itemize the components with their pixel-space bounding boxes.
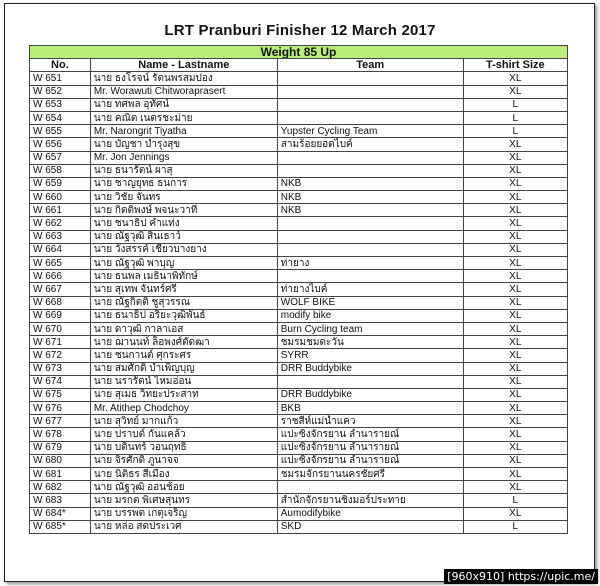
- cell-size: XL: [463, 243, 567, 256]
- table-row: [30, 243, 568, 256]
- cell-no: W 668: [30, 296, 91, 309]
- table-row: [30, 507, 568, 520]
- cell-no: W 660: [30, 191, 91, 204]
- cell-team: [277, 375, 463, 388]
- cell-team: NKB: [277, 177, 463, 190]
- table-row: [30, 283, 568, 296]
- cell-no: W 667: [30, 283, 91, 296]
- cell-name: นาย สุเมธ วิทยะประสาท: [90, 388, 277, 401]
- cell-name: นาย ณัฐวุฒิ ออนช้อย: [90, 481, 277, 494]
- cell-size: XL: [463, 257, 567, 270]
- cell-team: [277, 217, 463, 230]
- table-row: [30, 388, 568, 401]
- cell-name: นาย ชนกานต์ ศุกระศร: [90, 349, 277, 362]
- col-header-size: T-shirt Size: [463, 59, 567, 72]
- cell-no: W 669: [30, 309, 91, 322]
- cell-team: DRR Buddybike: [277, 362, 463, 375]
- cell-no: W 673: [30, 362, 91, 375]
- cell-size: XL: [463, 507, 567, 520]
- cell-name: นาย สมศักดิ์ บำเพ็ญบุญ: [90, 362, 277, 375]
- cell-team: ราชสีห์แม่น้ำแคว: [277, 415, 463, 428]
- cell-name: นาย บรรพต เกตุเจริญ: [90, 507, 277, 520]
- cell-team: แปะซิ่งจักรยาน ลำนารายณ์: [277, 454, 463, 467]
- cell-no: W 681: [30, 468, 91, 481]
- cell-team: ท่ายาง: [277, 257, 463, 270]
- cell-size: XL: [463, 138, 567, 151]
- cell-name: นาย ชาญยุทธ ธนการ: [90, 177, 277, 190]
- cell-name: นาย สุวิทย์ มากแก้ว: [90, 415, 277, 428]
- col-header-name: Name - Lastname: [90, 59, 277, 72]
- cell-team: SYRR: [277, 349, 463, 362]
- cell-team: [277, 85, 463, 98]
- cell-name: นาย คณิต เนตรชะม่าย: [90, 111, 277, 124]
- cell-no: W 684*: [30, 507, 91, 520]
- cell-no: W 656: [30, 138, 91, 151]
- cell-name: Mr. Atithep Chodchoy: [90, 402, 277, 415]
- cell-size: L: [463, 494, 567, 507]
- cell-team: ชมรมชมดะวัน: [277, 336, 463, 349]
- cell-no: W 676: [30, 402, 91, 415]
- table-row: [30, 336, 568, 349]
- cell-no: W 663: [30, 230, 91, 243]
- cell-name: นาย ณัฐกิตติ์ ชูสุวรรณ: [90, 296, 277, 309]
- table-row: [30, 454, 568, 467]
- cell-name: นาย ธนารัตน์ ผาสุ: [90, 164, 277, 177]
- cell-size: XL: [463, 177, 567, 190]
- finisher-table: [29, 45, 568, 534]
- table-row: [30, 217, 568, 230]
- table-row: [30, 138, 568, 151]
- cell-size: XL: [463, 468, 567, 481]
- cell-team: WOLF BIKE: [277, 296, 463, 309]
- cell-team: [277, 98, 463, 111]
- cell-size: XL: [463, 164, 567, 177]
- cell-no: W 654: [30, 111, 91, 124]
- cell-team: [277, 72, 463, 85]
- cell-team: แปะซิ่งจักรยาน ลำนารายณ์: [277, 441, 463, 454]
- cell-size: XL: [463, 415, 567, 428]
- table-row: [30, 309, 568, 322]
- cell-no: W 651: [30, 72, 91, 85]
- cell-team: ชมรมจักรยานนครชัยศรี: [277, 468, 463, 481]
- cell-team: [277, 270, 463, 283]
- cell-size: XL: [463, 322, 567, 335]
- cell-no: W 675: [30, 388, 91, 401]
- cell-size: XL: [463, 217, 567, 230]
- cell-no: W 682: [30, 481, 91, 494]
- cell-size: L: [463, 111, 567, 124]
- cell-size: XL: [463, 349, 567, 362]
- cell-no: W 661: [30, 204, 91, 217]
- table-row: [30, 375, 568, 388]
- cell-name: นาย ชนาธิป คำแท่ง: [90, 217, 277, 230]
- cell-size: XL: [463, 296, 567, 309]
- col-header-team: Team: [277, 59, 463, 72]
- cell-no: W 664: [30, 243, 91, 256]
- cell-no: W 652: [30, 85, 91, 98]
- weight-class-label: Weight 85 Up: [30, 46, 568, 59]
- cell-name: นาย ณัฐวุฒิ สินเธาว์: [90, 230, 277, 243]
- cell-size: L: [463, 98, 567, 111]
- cell-no: W 672: [30, 349, 91, 362]
- table-row: [30, 230, 568, 243]
- cell-size: XL: [463, 375, 567, 388]
- cell-team: DRR Buddybike: [277, 388, 463, 401]
- cell-no: W 657: [30, 151, 91, 164]
- page-title: LRT Pranburi Finisher 12 March 2017: [164, 22, 436, 39]
- table-row: [30, 111, 568, 124]
- table-row: [30, 494, 568, 507]
- cell-name: นาย ดาวุฒิ กาลาเอส: [90, 322, 277, 335]
- table-row: [30, 481, 568, 494]
- table-row: [30, 125, 568, 138]
- cell-team: NKB: [277, 191, 463, 204]
- cell-size: XL: [463, 481, 567, 494]
- cell-name: นาย นิติธร สีเมือง: [90, 468, 277, 481]
- cell-name: Mr. Jon Jennings: [90, 151, 277, 164]
- cell-name: นาย มรกต พิเศษสุนทร: [90, 494, 277, 507]
- cell-name: นาย ธนาธิป อริยะวุฒิพันธ์: [90, 309, 277, 322]
- column-header-row: [30, 59, 568, 72]
- cell-name: Mr. Worawuti Chitworaprasert: [90, 85, 277, 98]
- cell-no: W 662: [30, 217, 91, 230]
- table-row: [30, 72, 568, 85]
- cell-team: [277, 243, 463, 256]
- cell-team: Burn Cycling team: [277, 322, 463, 335]
- table-row: [30, 296, 568, 309]
- cell-size: XL: [463, 151, 567, 164]
- cell-no: W 674: [30, 375, 91, 388]
- table-row: [30, 257, 568, 270]
- cell-no: W 679: [30, 441, 91, 454]
- cell-no: W 677: [30, 415, 91, 428]
- cell-size: XL: [463, 191, 567, 204]
- cell-size: XL: [463, 454, 567, 467]
- table-row: [30, 468, 568, 481]
- cell-name: นาย ธนพล เมธินาพิทักษ์: [90, 270, 277, 283]
- cell-name: นาย จิรศักดิ์ ภูนาจจ: [90, 454, 277, 467]
- weight-class-header-row: [30, 46, 568, 59]
- cell-name: นาย ปราบต์ กันแคล้ว: [90, 428, 277, 441]
- cell-team: [277, 111, 463, 124]
- cell-size: L: [463, 125, 567, 138]
- table-row: [30, 270, 568, 283]
- table-row: [30, 164, 568, 177]
- cell-team: [277, 481, 463, 494]
- cell-name: นาย หล่อ สดประเวศ: [90, 520, 277, 533]
- cell-name: นาย สุเทพ จันทร์ศรี: [90, 283, 277, 296]
- table-row: [30, 177, 568, 190]
- table-row: [30, 402, 568, 415]
- cell-no: W 666: [30, 270, 91, 283]
- table-row: [30, 428, 568, 441]
- cell-name: นาย บดินทร์ วอนฤทธิ์: [90, 441, 277, 454]
- cell-no: W 671: [30, 336, 91, 349]
- table-row: [30, 520, 568, 533]
- cell-team: NKB: [277, 204, 463, 217]
- table-row: [30, 362, 568, 375]
- cell-team: SKD: [277, 520, 463, 533]
- cell-no: W 685*: [30, 520, 91, 533]
- cell-no: W 658: [30, 164, 91, 177]
- cell-team: Yupster Cycling Team: [277, 125, 463, 138]
- cell-no: W 680: [30, 454, 91, 467]
- cell-no: W 683: [30, 494, 91, 507]
- cell-name: นาย วิชัย จันทร: [90, 191, 277, 204]
- cell-team: [277, 151, 463, 164]
- table-row: [30, 98, 568, 111]
- cell-team: BKB: [277, 402, 463, 415]
- cell-size: XL: [463, 309, 567, 322]
- image-size-watermark: [960x910] https://upic.me/: [444, 569, 598, 584]
- cell-name: นาย บัญชา บำรุงสุข: [90, 138, 277, 151]
- cell-size: XL: [463, 72, 567, 85]
- cell-team: [277, 164, 463, 177]
- cell-no: W 678: [30, 428, 91, 441]
- cell-size: XL: [463, 85, 567, 98]
- cell-name: Mr. Narongrit Tiyatha: [90, 125, 277, 138]
- cell-no: W 670: [30, 322, 91, 335]
- col-header-no: No.: [30, 59, 91, 72]
- cell-no: W 655: [30, 125, 91, 138]
- cell-team: modify bike: [277, 309, 463, 322]
- cell-name: นาย ทศพล อุทัศน์: [90, 98, 277, 111]
- table-row: [30, 415, 568, 428]
- cell-size: XL: [463, 428, 567, 441]
- cell-size: XL: [463, 336, 567, 349]
- cell-size: XL: [463, 283, 567, 296]
- cell-name: นาย ฌานนท์ ล็อพงศ์ตัดฒา: [90, 336, 277, 349]
- cell-team: [277, 230, 463, 243]
- cell-name: นาย นรารัตน์ ไหมอ่อน: [90, 375, 277, 388]
- cell-team: สามร้อยยอดไบค์: [277, 138, 463, 151]
- cell-team: ท่ายางไบค์: [277, 283, 463, 296]
- cell-size: L: [463, 520, 567, 533]
- table-row: [30, 441, 568, 454]
- cell-no: W 653: [30, 98, 91, 111]
- cell-size: XL: [463, 388, 567, 401]
- cell-team: แปะซิ่งจักรยาน ลำนารายณ์: [277, 428, 463, 441]
- cell-no: W 659: [30, 177, 91, 190]
- table-row: [30, 85, 568, 98]
- table-row: [30, 349, 568, 362]
- cell-size: XL: [463, 441, 567, 454]
- cell-size: XL: [463, 204, 567, 217]
- cell-size: XL: [463, 402, 567, 415]
- cell-size: XL: [463, 230, 567, 243]
- cell-team: สำนักจักรยานชิงมอร์ประทาย: [277, 494, 463, 507]
- cell-name: นาย กิตติพงษ์ พจนะวาที: [90, 204, 277, 217]
- cell-team: Aumodifybike: [277, 507, 463, 520]
- cell-size: XL: [463, 362, 567, 375]
- cell-size: XL: [463, 270, 567, 283]
- table-row: [30, 191, 568, 204]
- cell-name: นาย ณัฐวุฒิ พาบุญ: [90, 257, 277, 270]
- cell-no: W 665: [30, 257, 91, 270]
- table-row: [30, 322, 568, 335]
- table-row: [30, 151, 568, 164]
- cell-name: นาย ธงโรจน์ รัตนพรสมปอง: [90, 72, 277, 85]
- cell-name: นาย วังสรรค์ เชี่ยวบางยาง: [90, 243, 277, 256]
- table-row: [30, 204, 568, 217]
